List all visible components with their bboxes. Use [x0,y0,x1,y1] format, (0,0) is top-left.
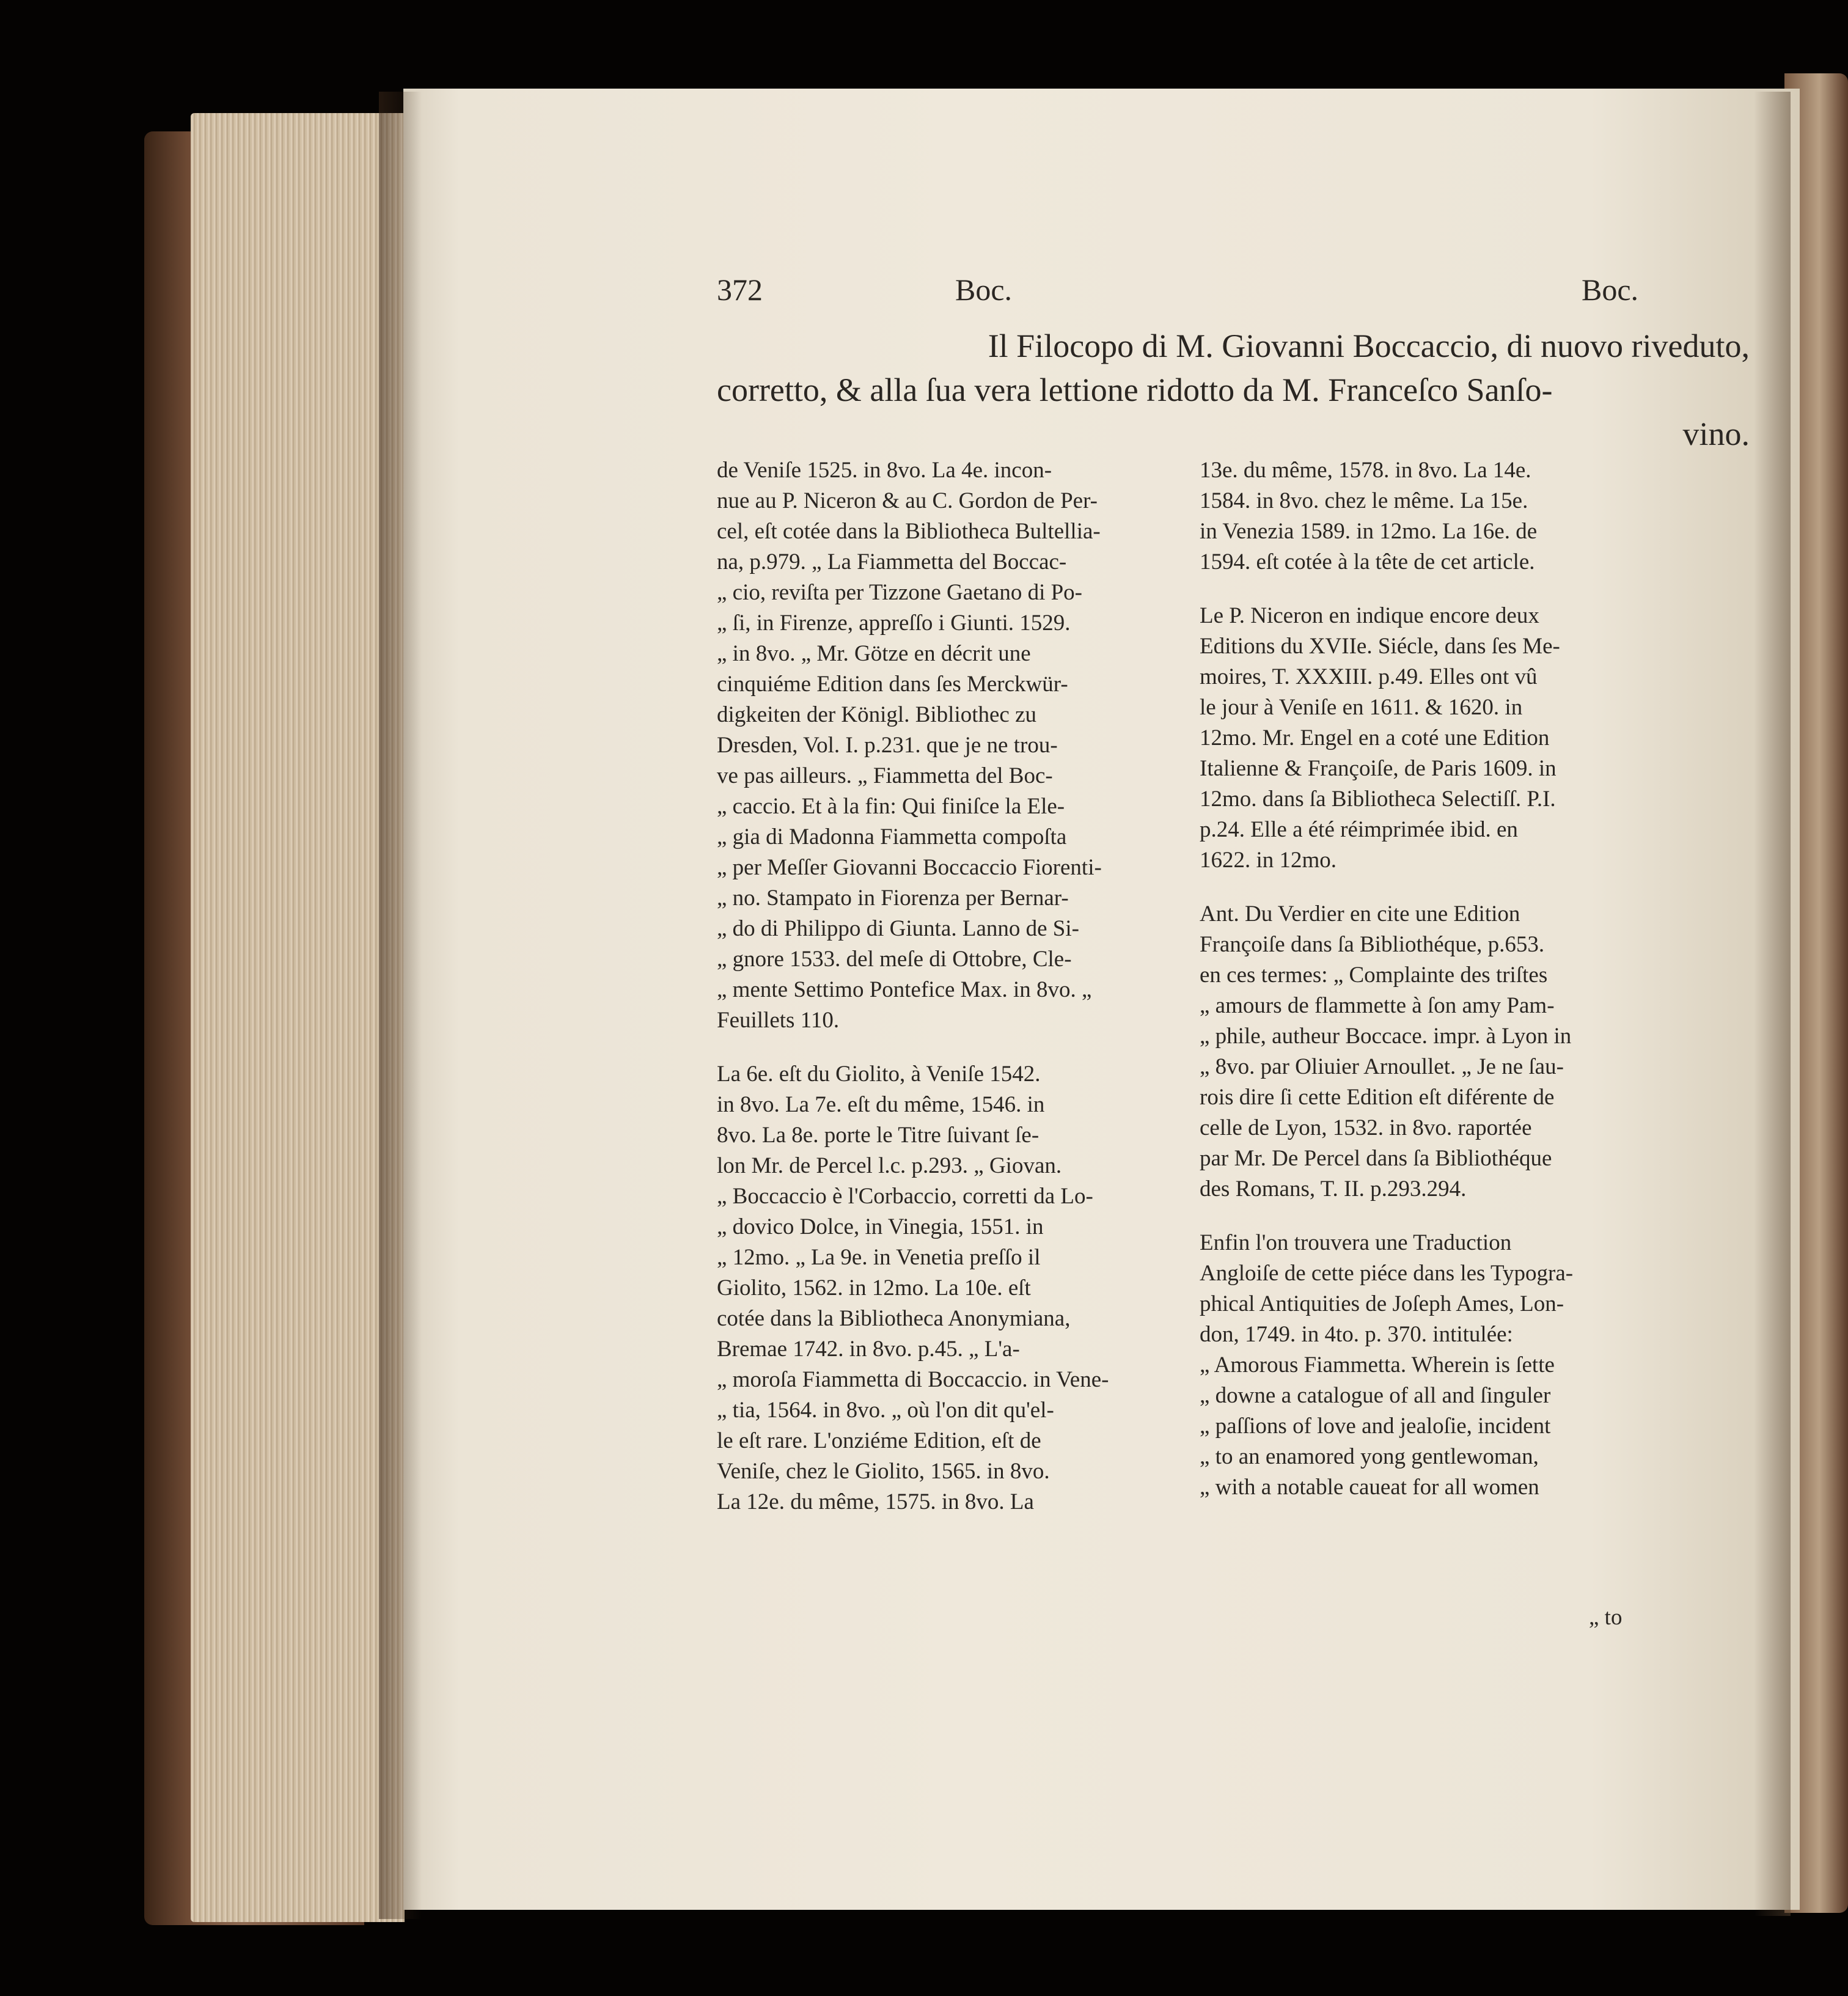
text-line: lon Mr. de Percel l.c. p.293. „ Giovan. [717,1153,1062,1178]
text-line: „ gia di Madonna Fiammetta compoſta [717,824,1067,849]
text-line: „ downe a catalogue of all and ſinguler [1200,1383,1551,1408]
text-line: „ cio, reviſta per Tizzone Gaetano di Po- [717,580,1082,605]
text-line: „ Amorous Fiammetta. Wherein is ſette [1200,1352,1555,1378]
text-line: Bremae 1742. in 8vo. p.45. „ L'a- [717,1337,1020,1362]
paragraph [1200,601,1710,876]
text-line: 8vo. La 8e. porte le Titre ſuivant ſe- [717,1123,1040,1148]
text-line: „ mente Settimo Pontefice Max. in 8vo. „ [717,977,1092,1002]
text-line: Le P. Niceron en indique encore deux [1200,603,1539,628]
paragraph-gap [1200,1205,1710,1228]
title-line: corretto, & alla ſua vera lettione ridotto da M. Franceſco Sanſo- [717,372,1553,408]
text-line: Giolito, 1562. in 12mo. La 10e. eſt [717,1275,1031,1301]
text-line: celle de Lyon, 1532. in 8vo. raportée [1200,1115,1532,1140]
text-line: par Mr. De Percel dans ſa Bibliothéque [1200,1146,1552,1171]
text-line: de Veniſe 1525. in 8vo. La 4e. incon- [717,458,1052,483]
text-line: cel, eſt cotée dans la Bibliotheca Bultellia- [717,519,1101,544]
paragraph [1200,1228,1710,1503]
text-line: in 8vo. La 7e. eſt du même, 1546. in [717,1092,1045,1117]
paragraph-gap [1200,578,1710,601]
text-line: „ to an enamored yong gentlewoman, [1200,1444,1539,1469]
paragraph-gap [1200,876,1710,899]
text-line: don, 1749. in 4to. p. 370. intitulée: [1200,1322,1513,1347]
text-line: 1622. in 12mo. [1200,848,1337,873]
text-line: „ paſſions of love and jealoſie, incident [1200,1414,1551,1439]
text-line: „ do di Philippo di Giunta. Lanno de Si- [717,916,1079,941]
entry-title [717,324,1750,456]
text-line: in Venezia 1589. in 12mo. La 16e. de [1200,519,1538,544]
page-header [717,272,1750,327]
book-page [403,89,1800,1910]
text-line: Dresden, Vol. I. p.231. que je ne trou- [717,733,1058,758]
catchword: „ to [1589,1605,1623,1630]
text-line: 12mo. Mr. Engel en a coté une Edition [1200,725,1550,750]
text-line: le eſt rare. L'onziéme Edition, eſt de [717,1428,1041,1453]
title-line: vino. [1682,416,1750,452]
text-line: La 12e. du même, 1575. in 8vo. La [717,1489,1034,1514]
text-line: „ dovico Dolce, in Vinegia, 1551. in [717,1214,1044,1239]
text-line: La 6e. eſt du Giolito, à Veniſe 1542. [717,1062,1041,1087]
text-line: „ no. Stampato in Fiorenza per Bernar- [717,886,1069,911]
text-line: Angloiſe de cette piéce dans les Typogra- [1200,1261,1574,1286]
text-line: p.24. Elle a été réimprimée ibid. en [1200,817,1518,842]
running-head-right: Boc. [1582,273,1639,307]
text-line: rois dire ſi cette Edition eſt diférente de [1200,1085,1555,1110]
text-line: ve pas ailleurs. „ Fiammetta del Boc- [717,763,1053,788]
left-column [717,455,1206,1517]
text-line: Enfin l'on trouvera une Traduction [1200,1230,1512,1255]
right-column [1200,455,1710,1503]
text-line: nue au P. Niceron & au C. Gordon de Per- [717,488,1098,513]
text-line: moires, T. XXXIII. p.49. Elles ont vû [1200,664,1538,689]
text-line: Feuillets 110. [717,1008,840,1033]
page-gutter [1754,92,1791,1916]
paragraph [1200,455,1710,578]
text-line: Françoiſe dans ſa Bibliothéque, p.653. [1200,932,1545,957]
text-line: na, p.979. „ La Fiammetta del Boccac- [717,549,1067,574]
page-edges [191,113,405,1922]
text-line: cotée dans la Bibliotheca Anonymiana, [717,1306,1071,1331]
page-number: 372 [717,273,763,307]
text-line: des Romans, T. II. p.293.294. [1200,1176,1467,1202]
text-line: „ with a notable caueat for all women [1200,1475,1539,1500]
text-line: „ in 8vo. „ Mr. Götze en décrit une [717,641,1031,666]
page-shadow [379,92,422,1919]
paragraph [717,1059,1206,1517]
text-line: Editions du XVIIe. Siécle, dans ſes Me- [1200,634,1560,659]
title-line: Il Filocopo di M. Giovanni Boccaccio, di nuovo riveduto, [988,328,1750,364]
running-head-left: Boc. [955,273,1013,307]
text-line: le jour à Veniſe en 1611. & 1620. in [1200,695,1523,720]
text-line: „ per Meſſer Giovanni Boccaccio Fiorenti- [717,855,1102,880]
paragraph [1200,899,1710,1205]
text-line: Italienne & Françoiſe, de Paris 1609. in [1200,756,1557,781]
text-line: „ 8vo. par Oliuier Arnoullet. „ Je ne ſau- [1200,1054,1564,1079]
paragraph [717,455,1206,1036]
text-line: „ gnore 1533. del meſe di Ottobre, Cle- [717,947,1072,972]
text-line: „ Boccaccio è l'Corbaccio, corretti da Lo- [717,1184,1093,1209]
text-line: cinquiéme Edition dans ſes Merckwür- [717,672,1068,697]
text-line: „ 12mo. „ La 9e. in Venetia preſſo il [717,1245,1041,1270]
paragraph-gap [717,1036,1206,1059]
text-line: „ caccio. Et à la fin: Qui finiſce la Ele- [717,794,1065,819]
text-line: „ phile, autheur Boccace. impr. à Lyon in [1200,1024,1572,1049]
text-line: Ant. Du Verdier en cite une Edition [1200,901,1520,926]
text-line: 1594. eſt cotée à la tête de cet article. [1200,549,1535,574]
text-line: en ces termes: „ Complainte des triſtes [1200,963,1548,988]
text-line: 1584. in 8vo. chez le même. La 15e. [1200,488,1528,513]
text-line: digkeiten der Königl. Bibliothec zu [717,702,1037,727]
text-line: 13e. du même, 1578. in 8vo. La 14e. [1200,458,1531,483]
text-line: Veniſe, chez le Giolito, 1565. in 8vo. [717,1459,1050,1484]
text-line: 12mo. dans ſa Bibliotheca Selectiſſ. P.I. [1200,787,1556,812]
text-line: „ ſi, in Firenze, appreſſo i Giunti. 1529. [717,611,1071,636]
text-line: „ moroſa Fiammetta di Boccaccio. in Vene- [717,1367,1109,1392]
text-line: „ amours de flammette à ſon amy Pam- [1200,993,1555,1018]
text-line: „ tia, 1564. in 8vo. „ où l'on dit qu'el- [717,1398,1054,1423]
text-line: phical Antiquities de Joſeph Ames, Lon- [1200,1291,1564,1316]
